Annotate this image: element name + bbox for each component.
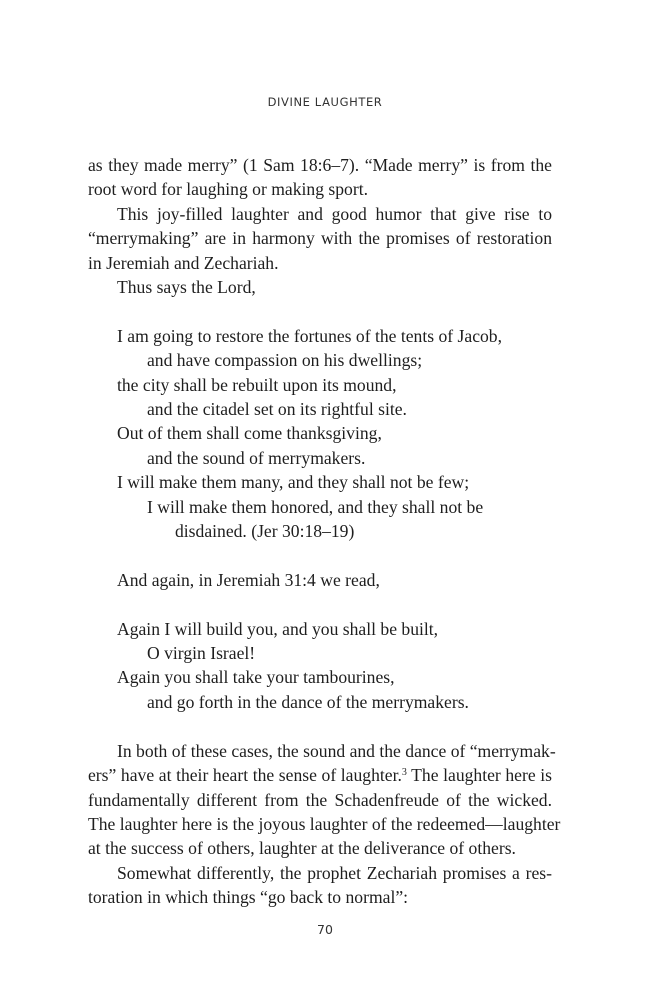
paragraph-merrymaking: [88, 202, 552, 275]
text-line: [88, 763, 552, 787]
text-line: in Jeremiah and Zechariah.: [88, 252, 279, 273]
verse-line: the city shall be rebuilt upon its mound,: [117, 374, 397, 395]
footnote-ref: 3: [401, 767, 407, 779]
spacer: [88, 714, 552, 738]
paragraph-and-again: [88, 568, 552, 592]
body-text: [88, 153, 561, 910]
verse-line: and have compassion on his dwellings;: [147, 350, 423, 371]
text-line: The laughter here is the joyous laughter of the redeemed—laughter: [88, 813, 561, 834]
verse-line: and the sound of merrymakers.: [147, 447, 366, 468]
text-line: as they made merry” (1 Sam 18:6–7). “Made merry” is from the: [88, 155, 552, 175]
spacer: [88, 299, 552, 323]
text-line: Thus says the Lord,: [117, 277, 256, 298]
text-line: In both of these cases, the sound and the dance of “merrymak-: [117, 740, 556, 761]
verse-line: and go forth in the dance of the merrymakers.: [147, 691, 469, 712]
running-head: DIVINE LAUGHTER: [267, 95, 383, 109]
block-quote-jeremiah-30: [88, 324, 552, 544]
text-line: Somewhat differently, the prophet Zechariah promises a res-: [117, 862, 552, 883]
text-line: at the success of others, laughter at the deliverance of others.: [88, 838, 516, 859]
text-line: “merrymaking” are in harmony with the promises of restoration: [88, 228, 552, 249]
text-segment: ers” have at their heart the sense of laughter.: [88, 765, 402, 786]
text-segment: The laughter here is: [406, 765, 553, 786]
verse-line: O virgin Israel!: [147, 643, 256, 664]
verse-line: I will make them many, and they shall not be few;: [117, 472, 470, 493]
paragraph-thus-says: [88, 275, 552, 299]
text-line: toration in which things “go back to normal”:: [88, 887, 409, 908]
verse-line: Out of them shall come thanksgiving,: [117, 423, 382, 444]
text-line: This joy-filled laughter and good humor that give rise to: [117, 203, 552, 224]
text-line: fundamentally different from the Schadenfreude of the wicked.: [88, 789, 552, 810]
page-number: 70: [317, 922, 333, 937]
verse-line: Again you shall take your tambourines,: [117, 667, 395, 688]
block-quote-jeremiah-31: [88, 617, 552, 715]
verse-line: and the citadel set on its rightful site.: [147, 399, 407, 420]
text-line: And again, in Jeremiah 31:4 we read,: [117, 569, 380, 590]
text-line: root word for laughing or making sport.: [88, 179, 368, 200]
verse-line: I will make them honored, and they shall not be: [147, 496, 484, 517]
paragraph-continuation: [88, 153, 552, 202]
paragraph-zechariah: [88, 861, 552, 910]
verse-line: I am going to restore the fortunes of the tents of Jacob,: [117, 325, 503, 346]
spacer: [88, 543, 552, 567]
spacer: [88, 592, 552, 616]
verse-line: disdained. (Jer 30:18–19): [175, 521, 355, 542]
verse-line: Again I will build you, and you shall be built,: [117, 618, 439, 639]
paragraph-both-cases: [88, 739, 561, 861]
